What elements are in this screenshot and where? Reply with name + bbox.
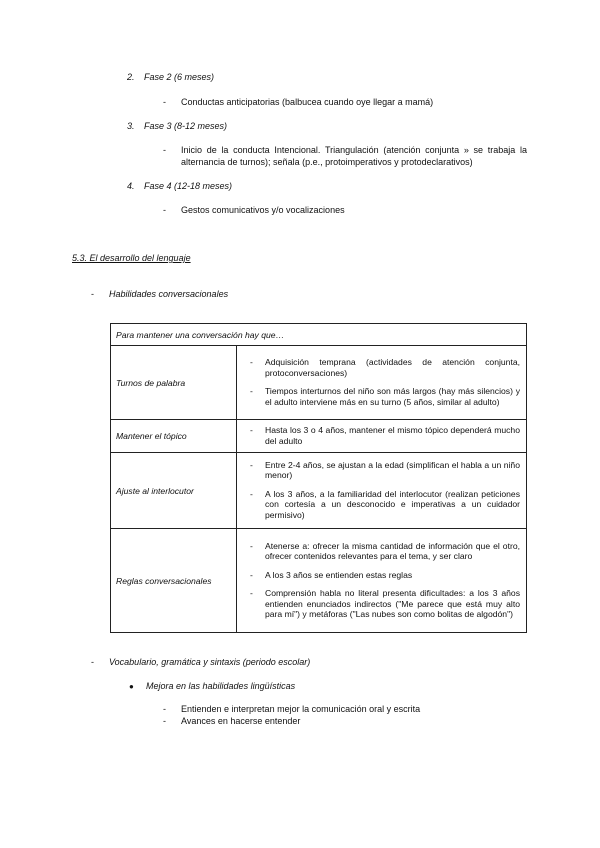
phase-3-title: Fase 3 (8-12 meses) [144,121,228,131]
bullet-icon: ● [129,682,134,691]
list-item: - Adquisición temprana (actividades de atención conjunta, protoconversaciones) [250,357,520,378]
sub2-heading: Vocabulario, gramática y sintaxis (periodo escolar) [109,657,311,667]
sub2-item-dash: - [163,704,166,714]
sub2-item-dash: - [163,716,166,726]
phase-4-title: Fase 4 (12-18 meses) [144,181,233,191]
phase-2-title: Fase 2 (6 meses) [144,72,215,82]
sub2-dash: - [91,657,94,667]
phase-4-item: Gestos comunicativos y/o vocalizaciones [181,205,345,215]
section-heading: 5.3. El desarrollo del lenguaje [72,253,191,263]
phase-3-item: Inicio de la conducta Intencional. Triangulación (atención conjunta » se trabaja la alternancia de turnos); señala (p.e., protoimperativos y protodeclarativos) [181,145,527,167]
sub1-heading: Habilidades conversacionales [109,289,229,299]
table-row [111,346,527,420]
list-item: - A los 3 años, a la familiaridad del interlocutor (realizan peticiones con cortesía a un desconocido e imperativas a un cuidador permisivo) [250,488,520,520]
phase-3-number: 3. [127,121,135,131]
phase-2-number: 2. [127,72,135,82]
row-label: Mantener el tópico [111,420,237,453]
row-label: Turnos de palabra [111,346,237,420]
list-item: - Comprensión habla no literal presenta dificultades: a los 3 años entienden enunciados indirectos ("Me parece que está muy alto para mí") y metáforas ("Las nubes son como bolitas de algodón") [250,588,520,619]
row-label: Ajuste al interlocutor [111,453,237,529]
phase-4-dash: - [163,205,166,215]
row-label: Reglas conversacionales [111,529,237,633]
phase-3-dash: - [163,145,166,155]
list-item: - Entre 2-4 años, se ajustan a la edad (simplifican el habla a un niño menor) [250,459,520,481]
table-row [111,529,527,633]
conversation-table [110,323,527,633]
list-item: - A los 3 años se entienden estas reglas [250,569,413,580]
sub2-item: Avances en hacerse entender [181,716,301,726]
phase-2-item: Conductas anticipatorias (balbucea cuando oye llegar a mamá) [181,97,434,107]
sub2-bullet: Mejora en las habilidades lingüísticas [146,681,296,691]
list-item: - Tiempos interturnos del niño son más largos (hay más silencios) y el adulto interviene más en su turno (5 años, similar al adulto) [250,386,520,407]
phase-4-number: 4. [127,181,135,191]
list-item: - Hasta los 3 o 4 años, mantener el mismo tópico dependerá mucho del adulto [250,425,520,446]
list-item: - Atenerse a: ofrecer la misma cantidad de información que el otro, ofrecer contenidos relevantes para el tema, y ser claro [250,540,520,561]
table-row [111,453,527,529]
table-row [111,420,527,453]
table-header: Para mantener una conversación hay que… [111,324,527,346]
sub2-item: Entienden e interpretan mejor la comunicación oral y escrita [181,704,421,714]
phase-2-dash: - [163,97,166,107]
sub1-dash: - [91,289,94,299]
